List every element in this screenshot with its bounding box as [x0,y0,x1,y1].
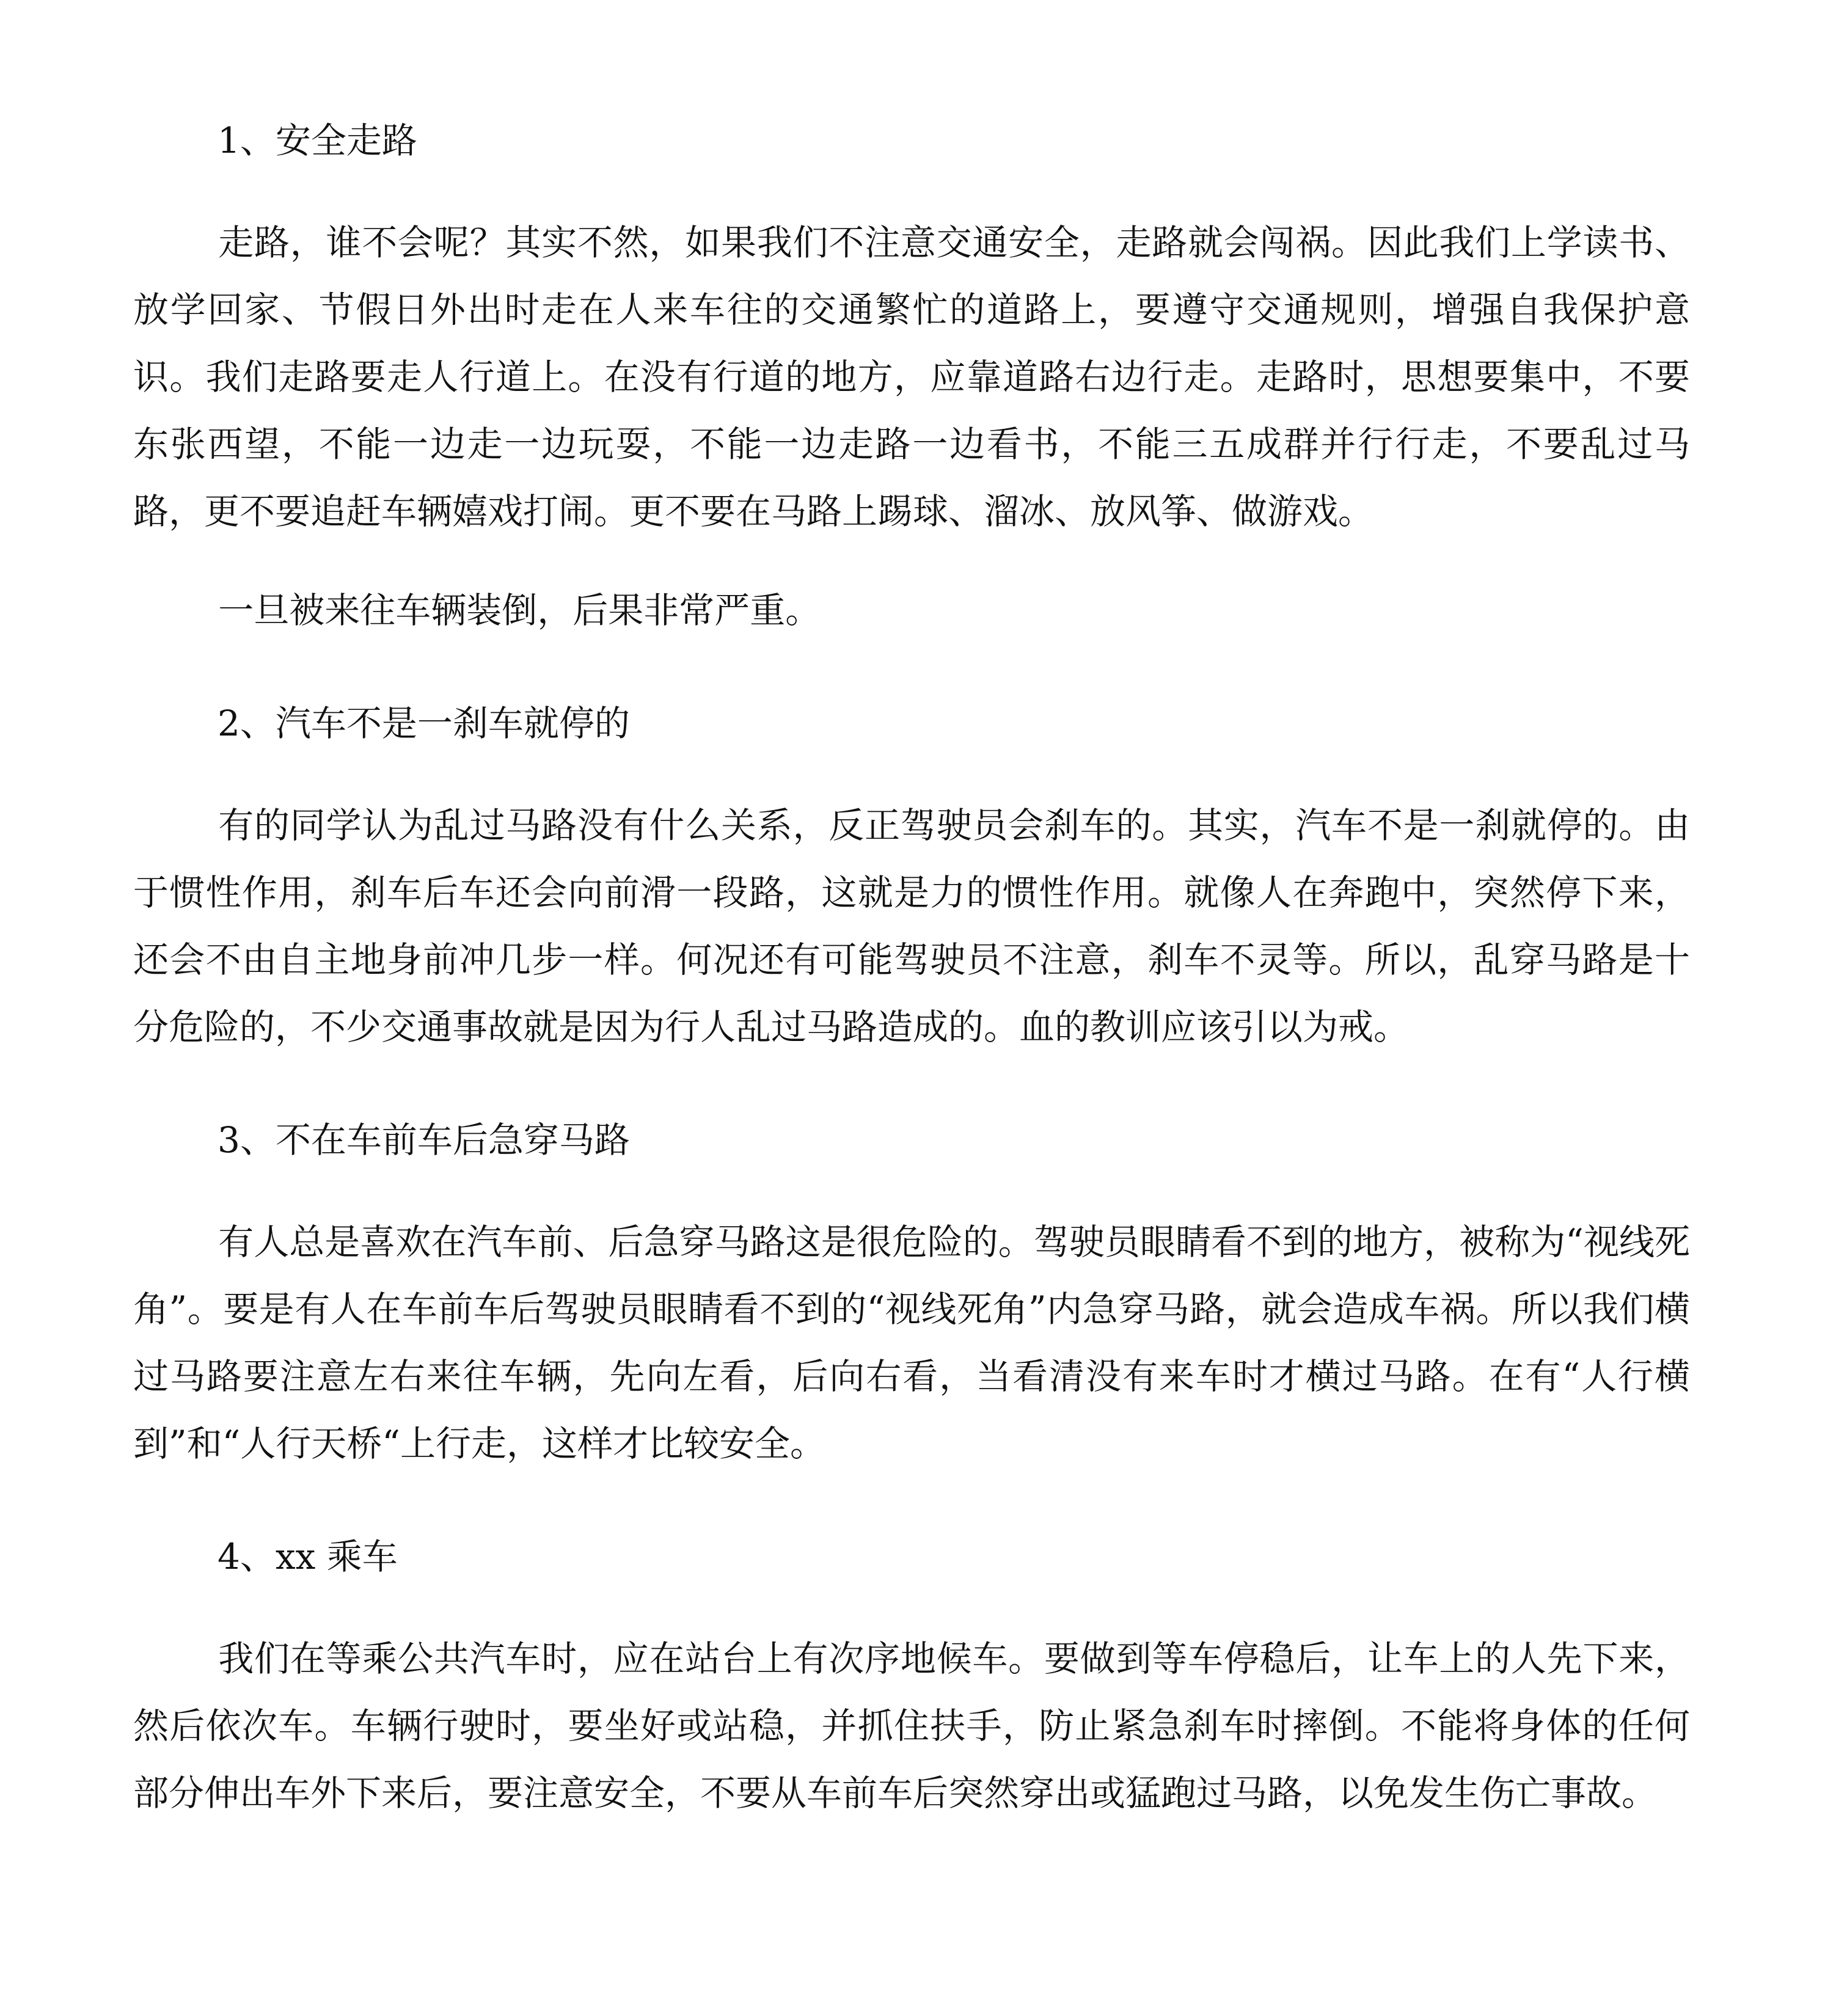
section-heading: 4、xx 乘车 [218,1536,398,1577]
section-heading: 3、不在车前车后急穿马路 [218,1119,630,1161]
section-paragraph: 有的同学认为乱过马路没有什么关系，反正驾驶员会刹车的。其实，汽车不是一刹就停的。由于惯性作用，刹车后车还会向前滑一段路，这就是力的惯性作用。就像人在奔跑中，突然停下来，还会不由自主地身前冲几步一样。何况还有可能驾驶员不注意，刹车不灵等。所以，乱穿马路是十分危险的，不少交通事故就是因为行人乱过马路造成的。血的教训应该引以为戒。 [133,805,1690,1048]
section-1 [133,116,1690,644]
section-2 [133,699,1690,1061]
section-heading: 2、汽车不是一刹车就停的 [218,703,630,744]
section-paragraph: 我们在等乘公共汽车时，应在站台上有次序地候车。要做到等车停稳后，让车上的人先下来，然后依次车。车辆行驶时，要坐好或站稳，并抓住扶手，防止紧急刹车时摔倒。不能将身体的任何部分伸出车外下来后，要注意安全，不要从车前车后突然穿出或猛跑过马路，以免发生伤亡事故。 [133,1638,1690,1814]
document-body [133,116,1690,1827]
section-heading: 1、安全走路 [218,120,417,161]
section-3 [133,1116,1690,1477]
section-4 [133,1532,1690,1827]
section-paragraph: 有人总是喜欢在汽车前、后急穿马路这是很危险的。驾驶员眼睛看不到的地方，被称为“视线死角”。要是有人在车前车后驾驶员眼睛看不到的“视线死角”内急穿马路，就会造成车祸。所以我们横过马路要注意左右来往车辆，先向左看，后向右看，当看清没有来车时才横过马路。在有“人行横到”和“人行天桥“上行走，这样才比较安全。 [133,1221,1690,1464]
section-paragraph: 一旦被来往车辆装倒，后果非常严重。 [218,590,821,631]
section-paragraph: 走路，谁不会呢？其实不然，如果我们不注意交通安全，走路就会闯祸。因此我们上学读书、放学回家、节假日外出时走在人来车往的交通繁忙的道路上，要遵守交通规则，增强自我保护意识。我们走路要走人行道上。在没有行道的地方，应靠道路右边行走。走路时，思想要集中，不要东张西望，不能一边走一边玩耍，不能一边走路一边看书，不能三五成群并行行走，不要乱过马路，更不要追赶车辆嬉戏打闹。更不要在马路上踢球、溜冰、放风筝、做游戏。 [133,222,1690,532]
